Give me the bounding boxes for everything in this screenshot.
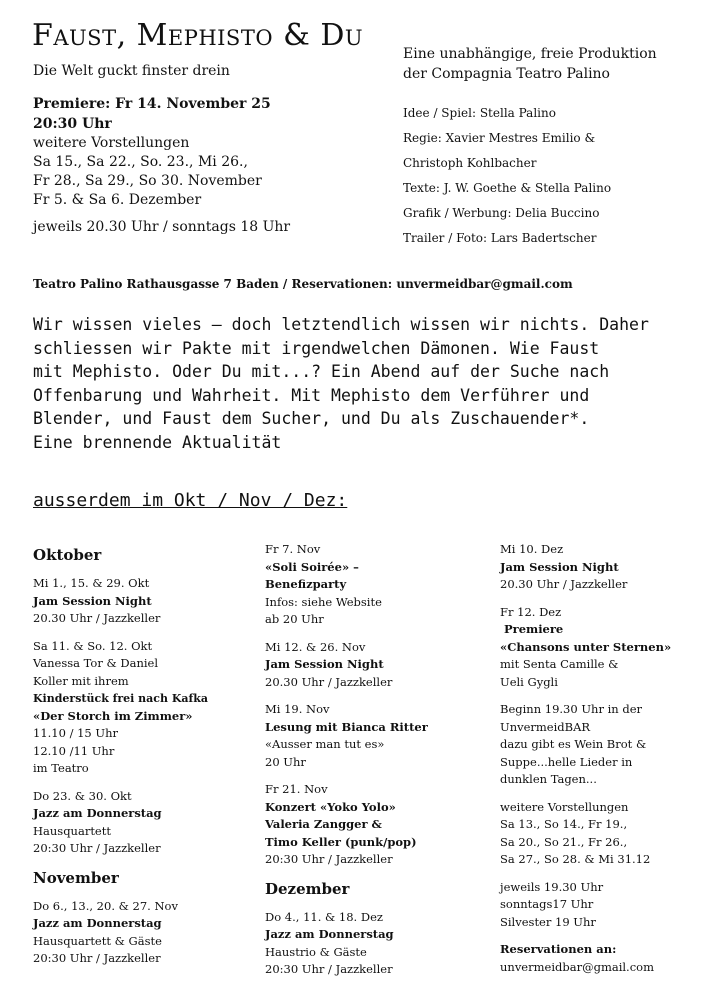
event-item	[500, 604, 705, 692]
section-heading: ausserdem im Okt / Nov / Dez:	[33, 490, 348, 511]
event-detail: Ueli Gygli	[500, 674, 558, 689]
performance-times: jeweils 20.30 Uhr / sonntags 18 Uhr	[33, 219, 291, 235]
page-title: Faust, Mephisto & Du	[32, 18, 364, 53]
production-line: der Compagnia Teatro Palino	[403, 66, 610, 82]
event-item	[33, 788, 263, 858]
event-detail: dunklen Tagen...	[500, 772, 597, 786]
events-column-1	[33, 545, 263, 978]
credit-item: Texte: J. W. Goethe & Stella Palino	[403, 181, 612, 195]
event-item	[500, 879, 705, 932]
event-title: Jazz am Donnerstag	[265, 927, 394, 941]
reservation-heading: Reservationen an:	[500, 942, 617, 956]
events-column-2	[265, 541, 495, 989]
events-column-3	[500, 541, 705, 986]
blurb-line: schliessen wir Pakte mit irgendwelchen Dämonen. Wie Faust	[33, 338, 600, 358]
credits-list	[403, 101, 611, 251]
event-item	[265, 639, 495, 692]
event-title: Jazz am Donnerstag	[33, 916, 162, 930]
credit-item: Trailer / Foto: Lars Badertscher	[403, 231, 597, 245]
event-detail: Sa 13., So 14., Fr 19.,	[500, 817, 628, 831]
event-detail: 20.30 Uhr / Jazzkeller	[33, 611, 161, 625]
event-detail: Koller mit ihrem	[33, 673, 129, 688]
event-date: Mi 19. Nov	[265, 702, 330, 716]
event-detail: weitere Vorstellungen	[500, 799, 629, 814]
performances-list	[33, 134, 262, 210]
event-detail: UnvermeidBAR	[500, 719, 591, 734]
event-detail: 20:30 Uhr / Jazzkeller	[265, 962, 393, 976]
premiere-info	[33, 94, 271, 134]
page-subtitle: Die Welt guckt finster drein	[33, 63, 230, 79]
event-detail: Sa 27., So 28. & Mi 31.12	[500, 852, 651, 866]
event-detail: im Teatro	[33, 761, 89, 775]
event-date: Do 6., 13., 20. & 27. Nov	[33, 898, 178, 913]
event-detail: Hausquartett & Gäste	[33, 933, 162, 948]
month-heading: Dezember	[265, 879, 350, 898]
event-item	[33, 575, 263, 628]
blurb-line: Wir wissen vieles – doch letztendlich wissen wir nichts. Daher	[33, 315, 649, 334]
event-date: Sa 11. & So. 12. Okt	[33, 638, 153, 653]
event-title: Konzert «Yoko Yolo»	[265, 799, 396, 814]
event-item	[33, 898, 263, 968]
event-detail: jeweils 19.30 Uhr	[500, 879, 604, 894]
event-detail: 12.10 /11 Uhr	[33, 743, 115, 758]
event-detail: 20:30 Uhr / Jazzkeller	[33, 841, 161, 855]
event-detail: 20.30 Uhr / Jazzkeller	[265, 674, 393, 689]
premiere-time: 20:30 Uhr	[33, 116, 112, 132]
event-detail: ab 20 Uhr	[265, 612, 324, 626]
event-title: «Soli Soirée» –	[265, 559, 359, 574]
event-detail: 20 Uhr	[265, 754, 306, 769]
reservation-contact	[500, 941, 705, 976]
event-date: Mi 12. & 26. Nov	[265, 639, 366, 654]
credit-item: Christoph Kohlbacher	[403, 156, 537, 170]
blurb-line: mit Mephisto. Oder Du mit...? Ein Abend auf der Suche nach	[33, 362, 610, 381]
month-heading: November	[33, 868, 119, 887]
event-item	[265, 541, 495, 629]
premiere-date: Premiere: Fr 14. November 25	[33, 96, 271, 112]
performance-dates: Fr 5. & Sa 6. Dezember	[33, 192, 202, 208]
event-detail: 20.30 Uhr / Jazzkeller	[500, 577, 628, 591]
event-detail: Silvester 19 Uhr	[500, 914, 596, 929]
event-date: Fr 7. Nov	[265, 542, 321, 556]
credit-item: Idee / Spiel: Stella Palino	[403, 106, 556, 120]
event-detail: 20:30 Uhr / Jazzkeller	[265, 852, 393, 866]
event-item	[500, 799, 705, 869]
performance-dates: Sa 15., Sa 22., So. 23., Mi 26.,	[33, 154, 248, 170]
event-title: Valeria Zangger &	[265, 817, 382, 831]
month-heading: Oktober	[33, 546, 102, 564]
event-detail: 11.10 / 15 Uhr	[33, 726, 118, 740]
event-title: «Der Storch im Zimmer»	[33, 708, 193, 723]
event-title: «Chansons unter Sternen»	[500, 639, 672, 654]
performance-dates: Fr 28., Sa 29., So 30. November	[33, 173, 262, 189]
credit-item: Regie: Xavier Mestres Emilio &	[403, 131, 596, 145]
description-blurb	[33, 313, 693, 454]
event-detail: Infos: siehe Website	[265, 594, 382, 609]
event-item	[500, 541, 705, 594]
venue-reservations: Teatro Palino Rathausgasse 7 Baden / Reservationen: unvermeidbar@gmail.com	[33, 277, 573, 291]
event-detail: Beginn 19.30 Uhr in der	[500, 702, 642, 716]
event-date: Mi 1., 15. & 29. Okt	[33, 576, 150, 590]
event-title: Lesung mit Bianca Ritter	[265, 719, 428, 734]
event-date: Fr 12. Dez	[500, 604, 562, 619]
event-detail: Hausquartett	[33, 823, 111, 838]
event-item	[33, 638, 263, 778]
production-info	[403, 44, 657, 84]
performances-heading: weitere Vorstellungen	[33, 135, 190, 151]
event-detail: dazu gibt es Wein Brot &	[500, 737, 647, 751]
event-detail: sonntags17 Uhr	[500, 897, 594, 911]
event-date: Mi 10. Dez	[500, 542, 564, 556]
event-detail: Sa 20., So 21., Fr 26.,	[500, 834, 628, 849]
event-item	[500, 701, 705, 789]
event-item	[265, 909, 495, 979]
event-detail: 20:30 Uhr / Jazzkeller	[33, 951, 161, 965]
event-date: Do 23. & 30. Okt	[33, 788, 132, 803]
blurb-line: Blender, und Faust dem Sucher, und Du als Zuschauender*.	[33, 409, 590, 428]
event-detail: Vanessa Tor & Daniel	[33, 656, 159, 670]
event-date: Fr 21. Nov	[265, 782, 328, 796]
reservation-email: unvermeidbar@gmail.com	[500, 959, 654, 974]
blurb-line: Eine brennende Aktualität	[33, 432, 282, 452]
credit-item: Grafik / Werbung: Delia Buccino	[403, 206, 600, 220]
production-line: Eine unabhängige, freie Produktion	[403, 46, 657, 62]
event-title: Timo Keller (punk/pop)	[265, 834, 417, 849]
event-detail: Suppe...helle Lieder in	[500, 754, 633, 769]
event-title: Jam Session Night	[500, 559, 619, 574]
event-item	[265, 701, 495, 771]
event-detail: Haustrio & Gäste	[265, 944, 367, 959]
event-title: Jam Session Night	[265, 657, 384, 671]
event-title: Premiere	[504, 622, 564, 636]
event-item	[265, 781, 495, 869]
event-date: Do 4., 11. & 18. Dez	[265, 909, 383, 924]
blurb-line: Offenbarung und Wahrheit. Mit Mephisto dem Verführer und	[33, 385, 590, 405]
event-detail: «Ausser man tut es»	[265, 737, 385, 751]
event-title: Jazz am Donnerstag	[33, 806, 162, 820]
event-detail: mit Senta Camille &	[500, 657, 619, 671]
event-title: Jam Session Night	[33, 593, 152, 608]
event-title: Benefizparty	[265, 577, 347, 591]
event-title: Kinderstück frei nach Kafka	[33, 692, 208, 705]
